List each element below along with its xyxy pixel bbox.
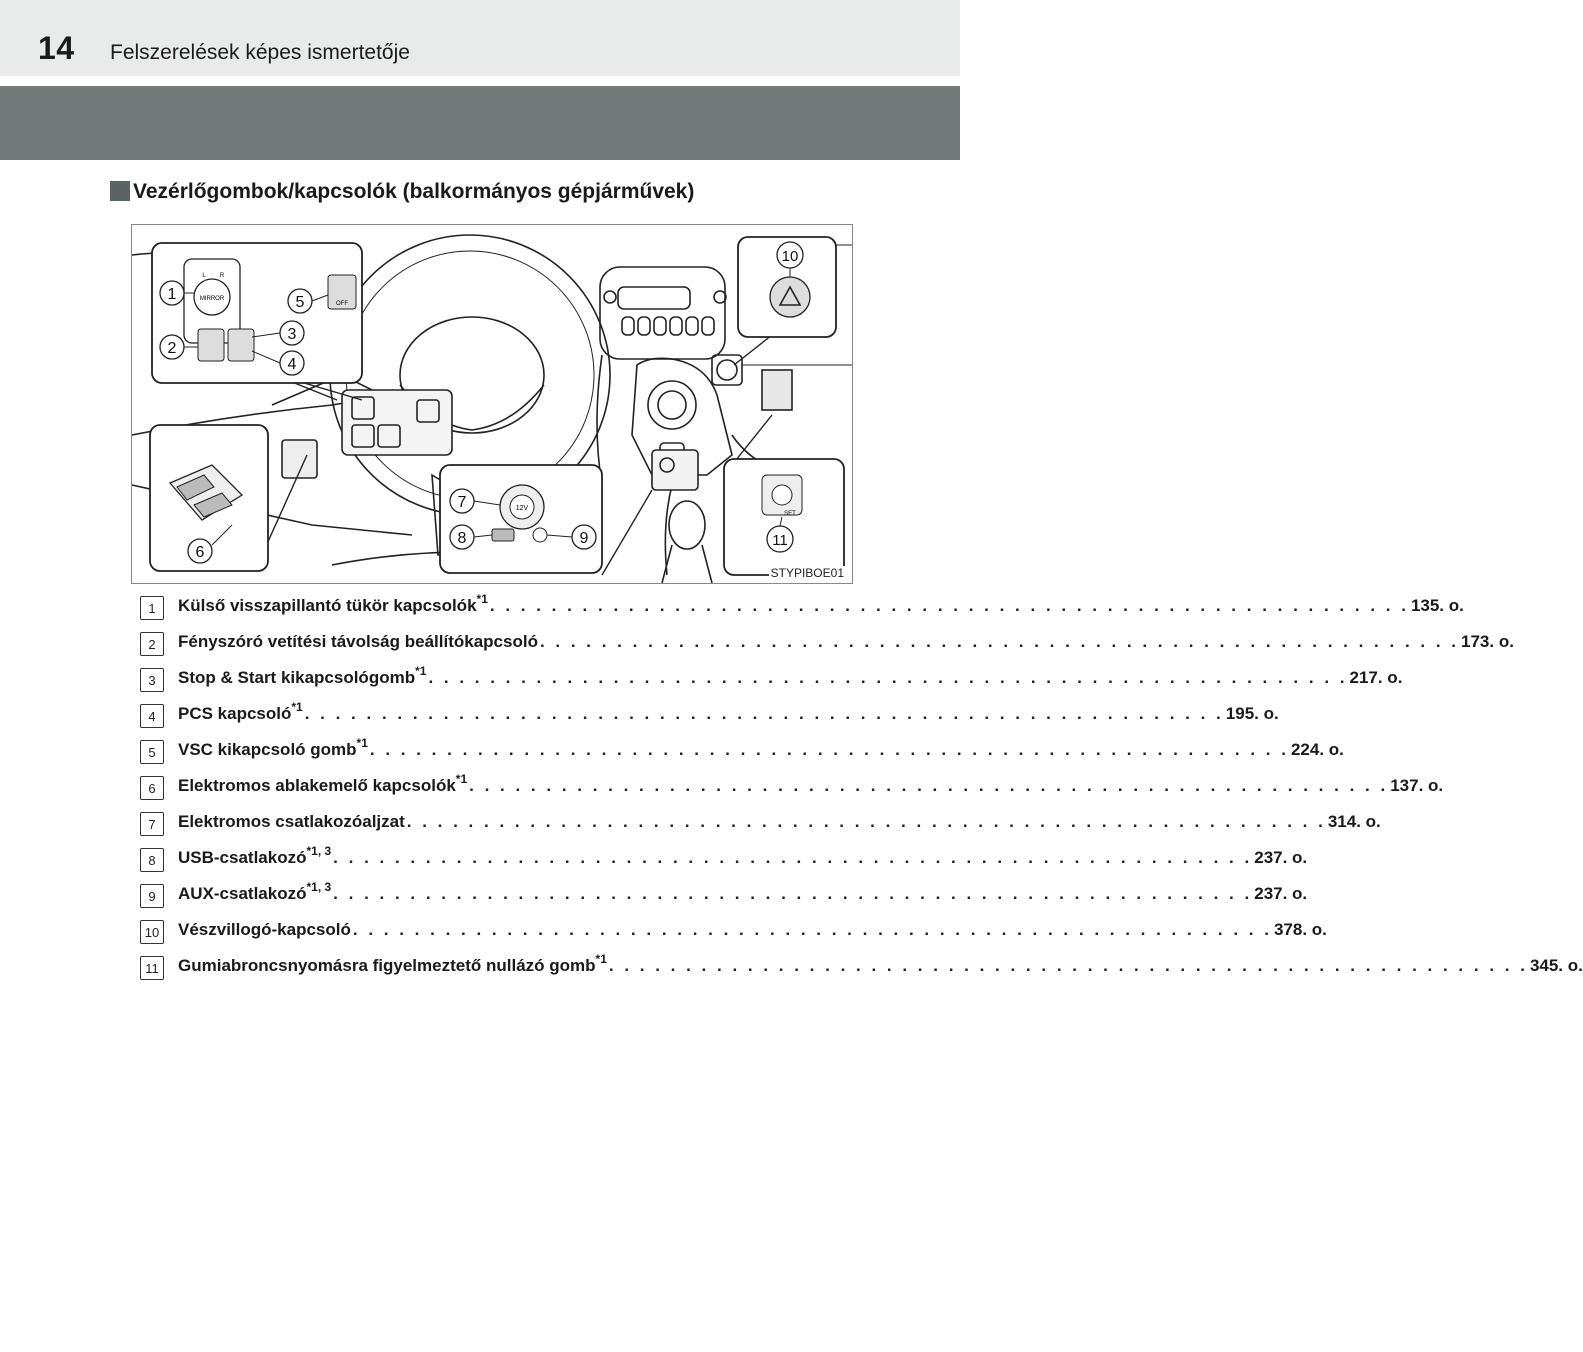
- dashboard-drawing: [132, 225, 852, 583]
- callout-panel-mirror: [152, 243, 362, 400]
- legend-number-badge: 4: [140, 704, 164, 728]
- legend-label-text: Stop & Start kikapcsológomb: [178, 668, 416, 687]
- legend-label-text: USB-csatlakozó: [178, 848, 307, 867]
- page-reference: 237. o.: [1254, 884, 1308, 903]
- dot-leader: . . . . . . . . . . . . . . . . . . . . . . . . . . . . . . . . . . . . . . . . . . . . . . . . . . . . . . . . . . . .: [304, 704, 1224, 723]
- section-title: Vezérlőgombok/kapcsolók (balkormányos gépjárművek): [133, 180, 695, 203]
- legend-number-badge: 8: [140, 848, 164, 872]
- legend-label: [178, 952, 607, 976]
- footnote-marker: *1: [595, 952, 607, 966]
- legend-text: [178, 844, 1308, 868]
- section-marker-icon: [110, 181, 130, 201]
- legend-text: [178, 632, 1514, 652]
- legend-list: [140, 592, 1583, 992]
- legend-number-badge: 7: [140, 812, 164, 836]
- legend-label: [178, 592, 488, 616]
- legend-item: [140, 952, 1583, 992]
- legend-label: [178, 736, 368, 760]
- legend-label-text: Elektromos ablakemelő kapcsolók: [178, 776, 456, 795]
- legend-item: [140, 592, 1464, 632]
- mirror-r-label: R: [219, 273, 225, 279]
- legend-text: [178, 772, 1444, 796]
- footnote-marker: *1, 3: [306, 880, 332, 894]
- legend-label-text: AUX-csatlakozó: [178, 884, 307, 903]
- vsc-off-label: OFF: [336, 301, 348, 307]
- legend-text: [178, 952, 1583, 976]
- footnote-marker: *1: [476, 592, 488, 606]
- svg-text:10: 10: [781, 248, 799, 265]
- page-reference: 137. o.: [1390, 776, 1444, 795]
- dashboard-illustration: [131, 224, 853, 584]
- page-reference: 217. o.: [1349, 668, 1403, 687]
- dot-leader: . . . . . . . . . . . . . . . . . . . . . . . . . . . . . . . . . . . . . . . . . . . . . . . . . . . . . . . . . . . .: [428, 668, 1348, 687]
- legend-number-badge: 6: [140, 776, 164, 800]
- svg-text:5: 5: [295, 294, 305, 311]
- legend-number-badge: 3: [140, 668, 164, 692]
- legend-label: [178, 880, 332, 904]
- page-reference: 378. o.: [1273, 920, 1327, 939]
- dot-leader: . . . . . . . . . . . . . . . . . . . . . . . . . . . . . . . . . . . . . . . . . . . . . . . . . . . . . . . . . . . .: [469, 776, 1389, 795]
- page-reference: 314. o.: [1327, 812, 1381, 831]
- page-reference: 237. o.: [1254, 848, 1308, 867]
- footnote-marker: *1: [455, 772, 468, 786]
- legend-item: [140, 880, 1308, 920]
- legend-text: [178, 736, 1344, 760]
- svg-text:11: 11: [772, 532, 788, 549]
- legend-item: [140, 664, 1403, 704]
- footnote-marker: *1: [291, 700, 303, 714]
- dot-leader: . . . . . . . . . . . . . . . . . . . . . . . . . . . . . . . . . . . . . . . . . . . . . . . . . . . . . . . . . . . .: [539, 632, 1460, 651]
- legend-item: [140, 920, 1327, 956]
- legend-number-badge: 5: [140, 740, 164, 764]
- dot-leader: . . . . . . . . . . . . . . . . . . . . . . . . . . . . . . . . . . . . . . . . . . . . . . . . . . . . . . . . . . . .: [333, 848, 1253, 867]
- svg-text:4: 4: [287, 356, 297, 373]
- page-reference: 173. o.: [1461, 632, 1514, 651]
- svg-text:7: 7: [457, 494, 467, 511]
- svg-text:3: 3: [287, 326, 297, 343]
- legend-label-text: Vészvillogó-kapcsoló: [178, 920, 351, 939]
- legend-number-badge: 10: [140, 920, 164, 944]
- legend-label-text: VSC kikapcsoló gomb: [178, 740, 357, 759]
- footnote-marker: *1: [415, 664, 427, 678]
- dot-leader: . . . . . . . . . . . . . . . . . . . . . . . . . . . . . . . . . . . . . . . . . . . . . . . . . . . . . . . . . . . .: [489, 596, 1409, 615]
- legend-label-text: Fényszóró vetítési távolság beállítókapcsoló: [178, 632, 538, 651]
- legend-number-badge: 9: [140, 884, 164, 908]
- legend-item: [140, 632, 1514, 668]
- legend-label: [178, 844, 332, 868]
- legend-text: [178, 592, 1464, 616]
- dot-leader: . . . . . . . . . . . . . . . . . . . . . . . . . . . . . . . . . . . . . . . . . . . . . . . . . . . . . . . . . . . .: [608, 956, 1528, 975]
- legend-label: [178, 772, 468, 796]
- legend-item: [140, 700, 1279, 740]
- figure-code: STYPIBOE01: [770, 566, 844, 580]
- legend-text: [178, 700, 1279, 724]
- legend-label-text: Elektromos csatlakozóaljzat: [178, 812, 405, 831]
- legend-text: [178, 880, 1308, 904]
- tpws-set-label: SET: [784, 511, 796, 517]
- chapter-title: Felszerelések képes ismertetője: [110, 41, 410, 64]
- legend-label: [178, 920, 351, 940]
- dot-leader: . . . . . . . . . . . . . . . . . . . . . . . . . . . . . . . . . . . . . . . . . . . . . . . . . . . . . . . . . . . .: [333, 884, 1253, 903]
- audio-unit: [600, 267, 725, 359]
- svg-text:8: 8: [457, 530, 467, 547]
- legend-item: [140, 772, 1444, 812]
- legend-number-badge: 2: [140, 632, 164, 656]
- legend-item: [140, 812, 1381, 848]
- legend-label: [178, 632, 538, 652]
- dot-leader: . . . . . . . . . . . . . . . . . . . . . . . . . . . . . . . . . . . . . . . . . . . . . . . . . . . . . . . . . . . .: [352, 920, 1272, 939]
- legend-number-badge: 11: [140, 956, 164, 980]
- legend-item: [140, 844, 1308, 884]
- dot-leader: . . . . . . . . . . . . . . . . . . . . . . . . . . . . . . . . . . . . . . . . . . . . . . . . . . . . . . . . . . . .: [369, 740, 1289, 759]
- page-reference: 224. o.: [1290, 740, 1344, 759]
- footnote-marker: *1, 3: [306, 844, 332, 858]
- legend-label-text: Gumiabroncsnyomásra figyelmeztető nullázó gomb: [178, 956, 596, 975]
- mirror-l-label: L: [202, 273, 206, 279]
- legend-label: [178, 700, 303, 724]
- legend-label: [178, 664, 427, 688]
- legend-number-badge: 1: [140, 596, 164, 620]
- callout-panel-sockets: [440, 465, 652, 575]
- svg-text:1: 1: [167, 286, 177, 303]
- dot-leader: . . . . . . . . . . . . . . . . . . . . . . . . . . . . . . . . . . . . . . . . . . . . . . . . . . . . . . . . . . . .: [406, 812, 1326, 831]
- legend-text: [178, 920, 1327, 940]
- page-reference: 195. o.: [1225, 704, 1279, 723]
- legend-label: [178, 812, 405, 832]
- svg-text:9: 9: [579, 530, 589, 547]
- legend-text: [178, 812, 1381, 832]
- svg-text:2: 2: [167, 340, 177, 357]
- legend-label-text: PCS kapcsoló: [178, 704, 292, 723]
- footnote-marker: *1: [356, 736, 368, 750]
- page-number: 14: [38, 30, 75, 66]
- legend-item: [140, 736, 1344, 776]
- page-reference: 345. o.: [1529, 956, 1583, 975]
- legend-text: [178, 664, 1403, 688]
- header-band: [0, 86, 960, 160]
- legend-label-text: Külső visszapillantó tükör kapcsolók: [178, 596, 477, 615]
- svg-text:6: 6: [195, 544, 205, 561]
- page-reference: 135. o.: [1410, 596, 1464, 615]
- socket-12v-label: 12V: [515, 505, 529, 512]
- mirror-label: MIRROR: [199, 296, 225, 302]
